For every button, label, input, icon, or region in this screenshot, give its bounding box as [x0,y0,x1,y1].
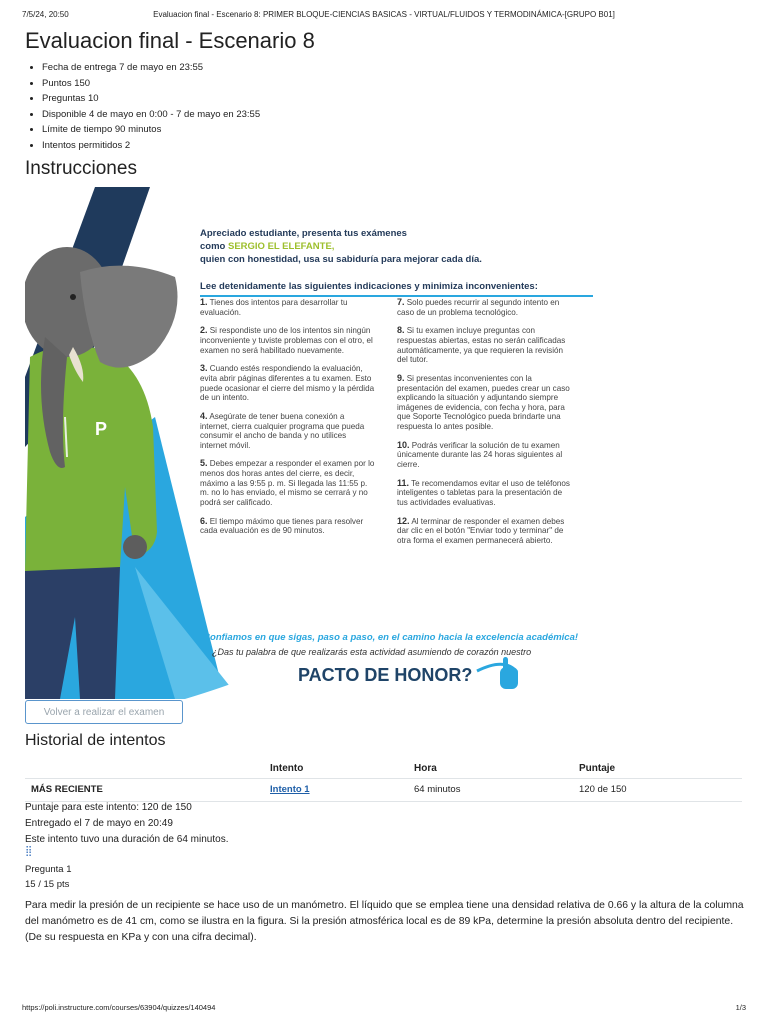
question-points: 15 / 15 pts [25,879,70,890]
summary-duration: Este intento tuvo una duración de 64 minutos. [25,834,229,845]
banner-honor-question: ¿Das tu palabra de que realizarás esta actividad asumiendo de corazón nuestro [212,647,532,657]
instruction-item: 8. Si tu examen incluye preguntas con respuestas abiertas, estas no serán calificadas automáticamente, ya que requieren la revisión del tutor. [397,325,566,365]
attempt-1-link[interactable]: Intento 1 [270,784,310,795]
banner-column-right [397,298,575,555]
meta-available: • Disponible 4 de mayo en 0:00 - 7 de mayo en 23:55 [42,107,260,123]
header-time: Hora [414,763,437,774]
header-score: Puntaje [579,763,616,774]
instruction-item: 5. Debes empezar a responder el examen por lo menos dos horas antes del cierre, es decir, máximo a las 9:55 p. m. Si llegada las 11:55 p. m. no lo has enviado, el mismo se cerrará y no podrá ser calificado. [200,458,375,507]
meta-time-limit: • Límite de tiempo 90 minutos [42,122,260,138]
elephant-fist [123,535,147,559]
hoodie-logo: P [95,419,108,439]
banner-lead: Lee detenidamente las siguientes indicaciones y minimiza inconvenientes: [200,281,538,292]
banner-greeting: Apreciado estudiante, presenta tus exámenes como SERGIO EL ELEFANTE, quien con honestidad, usa su sabiduría para mejorar cada día. [200,228,482,265]
meta-questions: • Preguntas 10 [42,91,260,107]
instruction-item: 3. Cuando estés respondiendo la evaluación, evita abrir páginas diferentes a tu examen. Esto puede ocasionar el cierre del mismo y la pérdida de un intento. [200,363,375,403]
instruction-item: 2. Si respondiste uno de los intentos sin ningún inconveniente y tuviste problemas con el otro, el examen no será habilitado nuevamente. [200,325,373,355]
header-attempt: Intento [270,763,304,774]
instruction-item: 9. Si presentas inconvenientes con la presentación del examen, puedes crear un caso explicando la situación y adjuntando siempre imágenes de evidencia, con fecha y hora, para que Soporte Tecnológico pueda brindarte una respuesta lo antes posible. [397,372,570,431]
print-header [22,10,746,24]
meta-due-date: • Fecha de entrega 7 de mayo en 23:55 [42,60,260,76]
instructions-banner [25,187,593,699]
pointer-hand-icon [500,657,518,689]
table-header-row [25,758,742,779]
print-title: Evaluacion final - Escenario 8: PRIMER BLOQUE-CIENCIAS BASICAS - VIRTUAL/FLUIDOS Y TERMODINÁMICA-[GRUPO B01] [153,10,615,19]
row-score: 120 de 150 [579,784,627,795]
meta-attempts: • Intentos permitidos 2 [42,138,260,154]
summary-delivered: Entregado el 7 de mayo en 20:49 [25,818,173,829]
attempt-history-title: Historial de intentos [25,732,166,749]
meta-points: • Puntos 150 [42,76,260,92]
instruction-item: 1. Tienes dos intentos para desarrollar tu evaluación. [200,297,348,317]
drag-handle-icon[interactable]: ⣿ [25,846,33,857]
instruction-item: 6. El tiempo máximo que tienes para resolver cada evaluación es de 90 minutos. [200,515,364,536]
row-time: 64 minutos [414,784,461,795]
question-text: Para medir la presión de un recipiente se hace uso de un manómetro. El líquido que se emplea tiene una densidad relativa de 0.66 y la altura de la columna del manómetro es de 41 cm, como se ilustra en la figura. Si la presión atmosférica local es de 89 kPa, determine la presión absoluta dentro del recipiente. (De su respuesta en KPa y con una cifra decimal). [25,900,744,943]
instruction-item: 7. Solo puedes recurrir al segundo intento en caso de un problema tecnológico. [397,297,560,317]
instruction-item: 4. Asegúrate de tener buena conexión a internet, cierra cualquier programa que pueda consumir el ancho de banda y no utilices internet móvil. [200,410,365,450]
sergio-highlight: SERGIO EL ELEFANTE, [227,241,335,252]
instruction-item: 11. Te recomendamos evitar el uso de teléfonos inteligentes o tabletas para la presentación de tus actividades evaluativas. [397,477,570,507]
row-label: MÁS RECIENTE [31,784,103,795]
attempt-summary [25,800,228,848]
banner-column-left [200,298,375,545]
instruction-item: 10. Podrás verificar la solución de tu examen únicamente durante las 24 horas siguientes al cierre. [397,439,563,469]
print-date: 7/5/24, 20:50 [22,10,69,19]
banner-trust-line: ¡Confiamos en que sigas, paso a paso, en el camino hacia la excelencia académica! [200,632,579,643]
page-title: Evaluacion final - Escenario 8 [25,28,315,53]
summary-score: Puntaje para este intento: 120 de 150 [25,802,192,813]
table-row [25,779,742,802]
attempt-history-table [25,758,742,802]
footer-page-number: 1/3 [735,1003,746,1012]
redo-exam-button[interactable]: Volver a realizar el examen [25,700,183,724]
instruction-item: 12. Al terminar de responder el examen debes dar clic en el botón "Enviar todo y terminar" de otra forma el examen permanecerá abierto. [397,515,565,545]
banner-pacto-de-honor: PACTO DE HONOR? [298,665,473,685]
footer-url: https://poli.instructure.com/courses/63904/quizzes/140494 [22,1003,216,1012]
question-title: Pregunta 1 [25,864,72,875]
instructions-title: Instrucciones [25,158,137,179]
quiz-meta-list [25,60,260,153]
